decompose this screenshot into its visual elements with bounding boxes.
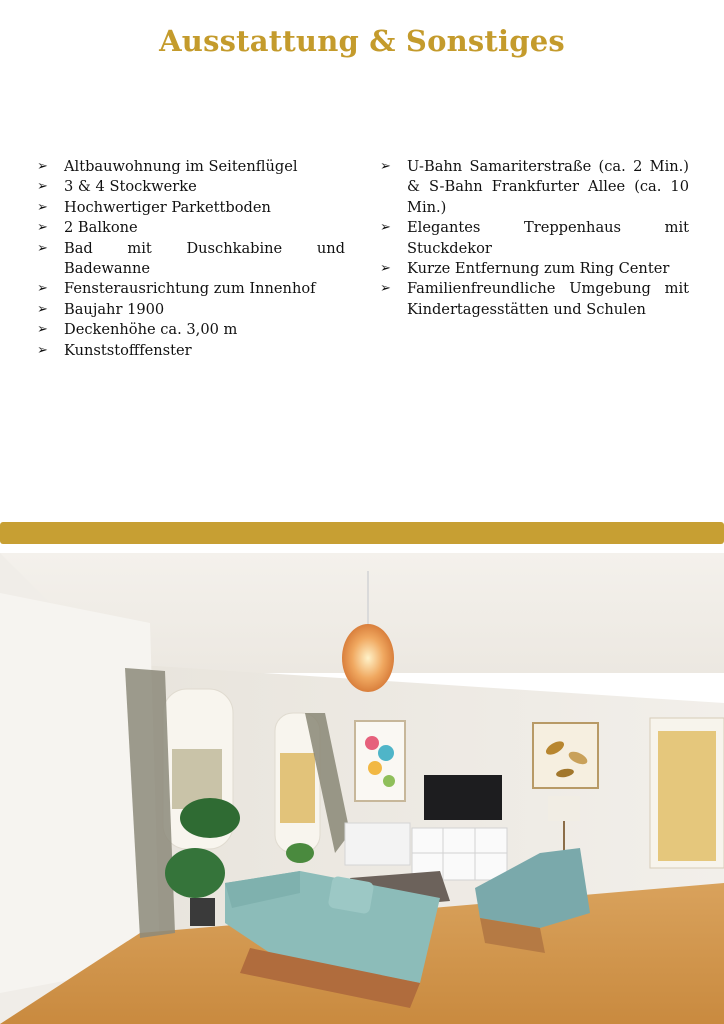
list-item — [37, 320, 345, 340]
list-item — [380, 157, 689, 218]
page-title: Ausstattung & Sonstiges — [159, 24, 565, 58]
list-item — [37, 157, 345, 177]
wall-art-leaves — [533, 723, 598, 788]
list-item — [37, 218, 345, 238]
arrow-bullet-icon: ➢ — [380, 220, 391, 236]
plant-small — [286, 843, 314, 863]
window-pane — [280, 753, 315, 823]
pendant-lamp — [342, 624, 394, 692]
list-item-text: Altbauwohnung im Seitenflügel — [64, 158, 298, 175]
arrow-bullet-icon: ➢ — [37, 220, 48, 236]
arrow-bullet-icon: ➢ — [37, 281, 48, 297]
living-room-photo — [0, 553, 724, 1024]
list-item — [380, 218, 689, 259]
arrow-bullet-icon: ➢ — [37, 240, 48, 256]
arrow-bullet-icon: ➢ — [37, 199, 48, 215]
list-item — [37, 239, 345, 280]
feature-list-right — [380, 157, 689, 320]
list-item — [380, 279, 689, 320]
arrow-bullet-icon: ➢ — [37, 322, 48, 338]
list-item — [380, 259, 689, 279]
list-item-text: Baujahr 1900 — [64, 300, 165, 318]
floor-lamp-shade — [548, 796, 580, 821]
list-item — [37, 198, 345, 218]
list-item — [37, 300, 345, 320]
list-item — [37, 177, 345, 197]
plant-large — [180, 798, 240, 838]
arrow-bullet-icon: ➢ — [380, 261, 391, 277]
hallway — [658, 731, 716, 861]
arrow-bullet-icon: ➢ — [380, 159, 391, 174]
wall-art-circles — [355, 721, 405, 801]
plant-pot — [190, 898, 215, 926]
list-item-text: 2 Balkone — [64, 219, 138, 237]
list-item-text: Bad mit Duschkabine und Badewanne — [64, 239, 345, 278]
list-item-text: Elegantes Treppenhaus mit Stuckdekor — [407, 219, 689, 257]
list-item-text: 3 & 4 Stockwerke — [64, 178, 197, 196]
list-item-text: Kurze Entfernung zum Ring Center — [407, 260, 670, 278]
arrow-bullet-icon: ➢ — [37, 179, 48, 195]
list-item-text: U-Bahn Samariterstraße (ca. 2 Min.) & S-Bahn Frankfurter Allee (ca. 10 Min.) — [407, 158, 689, 216]
tv — [424, 775, 502, 820]
arrow-bullet-icon: ➢ — [37, 159, 48, 174]
list-item-text: Hochwertiger Parkettboden — [64, 198, 271, 216]
list-item-text: Familienfreundliche Umgebung mit Kindertagesstätten und Schulen — [407, 280, 689, 318]
plant-floor — [165, 848, 225, 898]
arrow-bullet-icon: ➢ — [37, 342, 48, 358]
list-item-text: Kunststofffenster — [64, 341, 192, 359]
list-item-text: Fensterausrichtung zum Innenhof — [64, 280, 316, 298]
radiator — [345, 823, 410, 865]
gold-divider-bar — [0, 522, 724, 544]
arrow-bullet-icon: ➢ — [37, 301, 48, 317]
arrow-bullet-icon: ➢ — [380, 281, 391, 297]
list-item-text: Deckenhöhe ca. 3,00 m — [64, 321, 238, 339]
list-item — [37, 341, 345, 361]
list-item — [37, 279, 345, 299]
feature-list-left — [37, 157, 345, 361]
